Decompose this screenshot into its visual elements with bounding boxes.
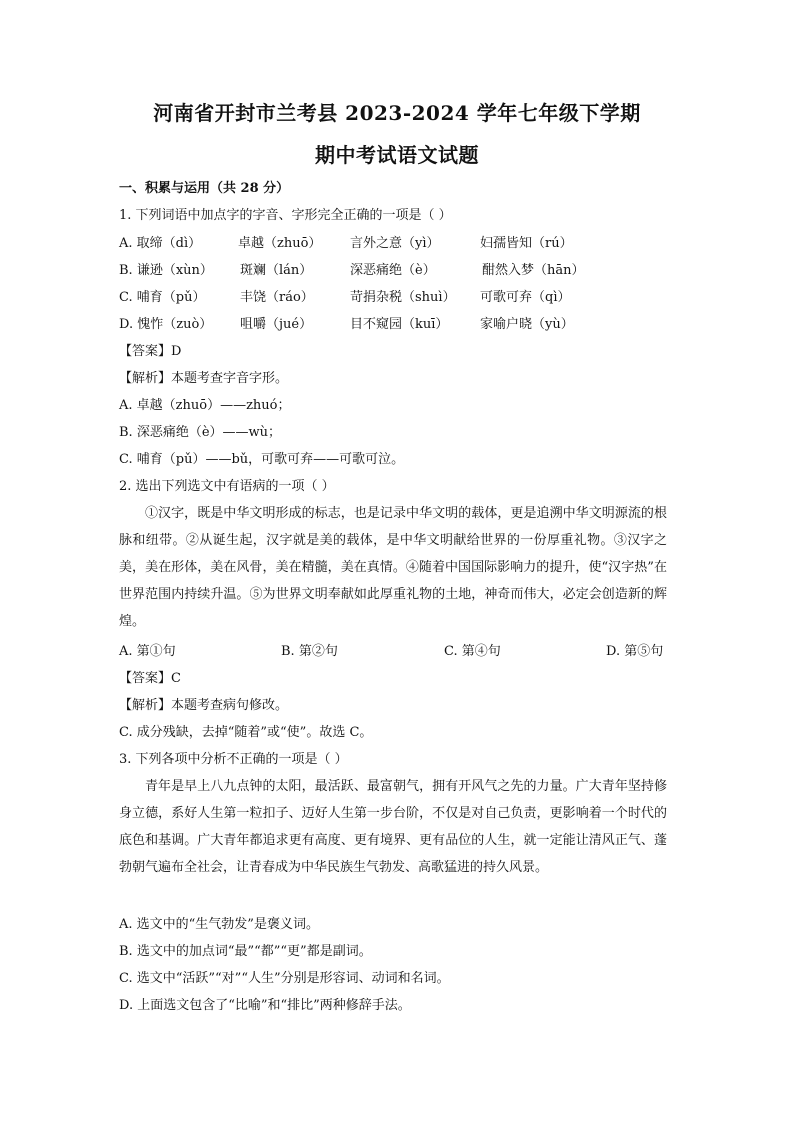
- q2-option-c: C. 第④句: [444, 644, 501, 659]
- q1-option-d-3: 目不窥园（kuī）: [350, 317, 449, 332]
- q1-option-b-4: 酣然入梦（hān）: [482, 263, 585, 278]
- q1-option-c-1: C. 哺育（pǔ）: [119, 290, 206, 305]
- q2-passage: ①汉字，既是中华文明形成的标志，也是记录中华文明的载体，更是追溯中华文明源流的根脉和纽带。②从诞生起，汉字就是美的载体，是中华文明献给世界的一份厚重礼物。③汉字之美，美在形体，美在风骨，美在精髓，美在真情。④随着中国国际影响力的提升，使“汉字热”在世界范围内持续升温。⑤为世界文明奉献如此厚重礼物的土地，神奇而伟大，必定会创造新的辉煌。: [119, 506, 667, 629]
- q2-stem: 2. 选出下列选文中有语病的一项（ ）: [119, 479, 335, 494]
- q3-option-b: B. 选文中的加点词“最”“都”“更”都是副词。: [119, 944, 372, 959]
- q2-answer: 【答案】C: [119, 671, 181, 686]
- page-title-line2: 期中考试语文试题: [315, 143, 479, 167]
- q1-option-c-2: 丰饶（ráo）: [240, 290, 314, 305]
- q2-option-d: D. 第⑤句: [606, 644, 664, 659]
- q3-stem: 3. 下列各项中分析不正确的一项是（ ）: [119, 752, 348, 767]
- q2-option-b: B. 第②句: [281, 644, 338, 659]
- q2-option-a: A. 第①句: [119, 644, 176, 659]
- q3-option-d: D. 上面选文包含了“比喻”和“排比”两种修辞手法。: [119, 998, 411, 1013]
- q1-option-d-1: D. 愧怍（zuò）: [119, 317, 213, 332]
- q1-stem: 1. 下列词语中加点字的字音、字形完全正确的一项是（ ）: [119, 208, 452, 223]
- q1-option-a-1: A. 取缔（dì）: [119, 236, 202, 251]
- q3-option-a: A. 选文中的“生气勃发”是褒义词。: [119, 917, 319, 932]
- q1-option-b-1: B. 谦逊（xùn）: [119, 263, 213, 278]
- q1-option-c-3: 苛捐杂税（shuì）: [350, 290, 456, 305]
- q1-option-a-3: 言外之意（yì）: [350, 236, 440, 251]
- q1-option-d-4: 家喻户晓（yù）: [480, 317, 574, 332]
- q1-option-b-2: 斑斓（lán）: [240, 263, 313, 278]
- page-title-line1: 河南省开封市兰考县 2023-2024 学年七年级下学期: [153, 101, 641, 125]
- q1-option-a-2: 卓越（zhuō）: [238, 236, 322, 251]
- q1-option-b-3: 深恶痛绝（è）: [350, 263, 436, 278]
- section-heading: 一、积累与运用（共 28 分）: [119, 181, 290, 196]
- q3-option-c: C. 选文中“活跃”“对”“人生”分别是形容词、动词和名词。: [119, 971, 450, 986]
- q1-option-d-2: 咀嚼（jué）: [240, 317, 313, 332]
- q1-note-a: A. 卓越（zhuō）——zhuó；: [119, 398, 291, 413]
- q1-note-b: B. 深恶痛绝（è）——wù；: [119, 425, 282, 440]
- q1-analysis: 【解析】本题考查字音字形。: [119, 371, 289, 386]
- q1-note-c: C. 哺育（pǔ）——bǔ，可歌可弃——可歌可泣。: [119, 452, 405, 467]
- q3-passage: 青年是早上八九点钟的太阳，最活跃、最富朝气，拥有开风气之先的力量。广大青年坚持修身立德，系好人生第一粒扣子、迈好人生第一步台阶，不仅是对自己负责，更影响着一个时代的底色和基调。广大青年都追求更有高度、更有境界、更有品位的人生，就一定能让清风正气、蓬勃朝气遍布全社会，让青春成为中华民族生气勃发、高歌猛进的持久风景。: [119, 779, 667, 875]
- q2-analysis: 【解析】本题考查病句修改。: [119, 698, 289, 713]
- q1-option-c-4: 可歌可弃（qì）: [480, 290, 571, 305]
- q2-note: C. 成分残缺，去掉“随着”或“使”。故选 C。: [119, 725, 373, 740]
- q1-option-a-4: 妇孺皆知（rú）: [480, 236, 573, 251]
- q1-answer: 【答案】D: [119, 344, 182, 359]
